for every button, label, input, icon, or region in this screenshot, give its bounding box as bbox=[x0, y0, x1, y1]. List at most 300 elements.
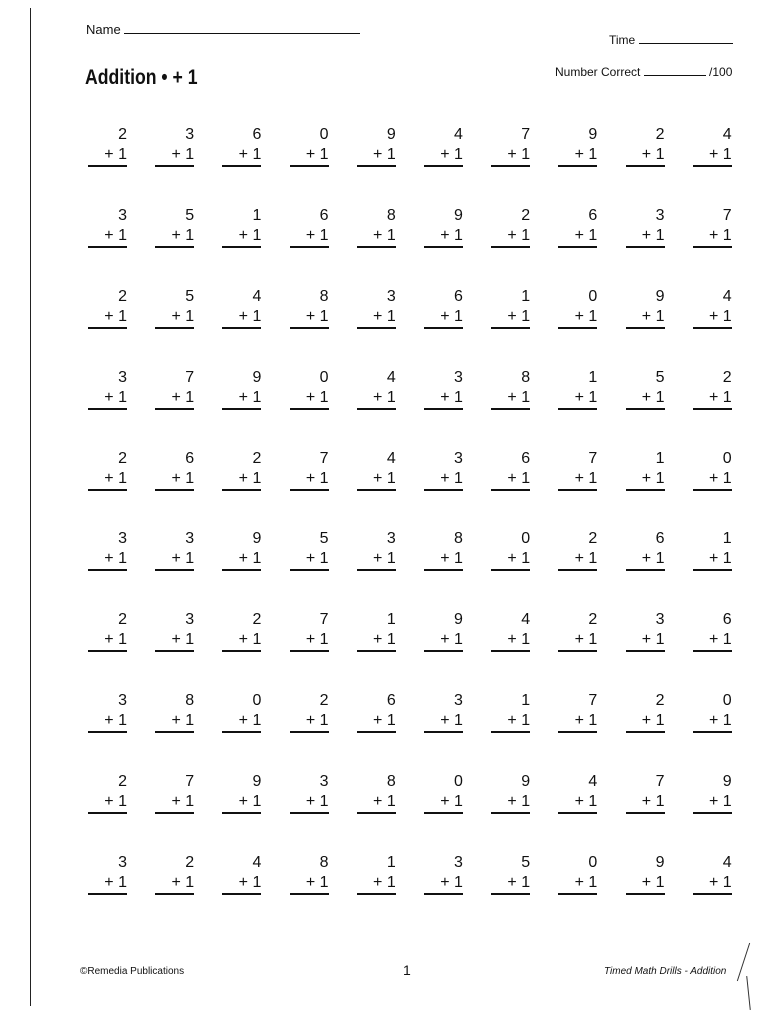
problem-operator-line bbox=[88, 873, 127, 895]
problem-addend: 1 bbox=[722, 146, 732, 163]
plus-sign: + bbox=[440, 388, 450, 406]
plus-sign: + bbox=[238, 712, 249, 730]
problem-operator-line bbox=[693, 549, 732, 571]
problem-addend: 1 bbox=[454, 146, 463, 163]
addition-problem bbox=[357, 528, 396, 609]
problem-addend: 1 bbox=[521, 550, 531, 568]
addition-problem bbox=[693, 690, 732, 771]
problem-addend: 1 bbox=[588, 469, 598, 487]
problem-number: 0 bbox=[588, 854, 598, 872]
name-blank[interactable] bbox=[124, 21, 360, 34]
plus-sign: + bbox=[440, 631, 450, 649]
problem-addend: 1 bbox=[118, 550, 127, 568]
problem-addend: 1 bbox=[118, 469, 127, 487]
problem-number: 8 bbox=[319, 854, 329, 872]
addition-problem bbox=[424, 124, 463, 205]
problem-addend: 1 bbox=[319, 469, 329, 487]
problem-number: 2 bbox=[185, 854, 195, 872]
addition-problem bbox=[558, 205, 597, 286]
problem-operator-line bbox=[693, 792, 732, 814]
plus-sign: + bbox=[104, 874, 114, 892]
plus-sign: + bbox=[440, 146, 450, 163]
problem-number: 9 bbox=[454, 611, 463, 629]
problem-operator-line bbox=[491, 792, 530, 814]
addition-problem bbox=[424, 528, 463, 609]
problem-number: 7 bbox=[655, 773, 665, 791]
problem-number: 2 bbox=[252, 611, 262, 629]
problem-operator-line bbox=[357, 388, 396, 410]
problem-number: 4 bbox=[454, 126, 463, 143]
problem-operator-line bbox=[693, 711, 732, 733]
problem-addend: 1 bbox=[521, 712, 531, 730]
problem-addend: 1 bbox=[521, 469, 531, 487]
addition-problem bbox=[290, 367, 329, 448]
problem-addend: 1 bbox=[588, 146, 598, 163]
problem-operator-line bbox=[558, 226, 597, 248]
problem-addend: 1 bbox=[386, 146, 396, 163]
problem-addend: 1 bbox=[521, 793, 531, 811]
problem-number: 2 bbox=[588, 530, 598, 548]
problem-number: 3 bbox=[454, 449, 463, 467]
problem-number: 6 bbox=[521, 449, 531, 467]
plus-sign: + bbox=[641, 146, 652, 163]
problem-operator-line bbox=[491, 307, 530, 329]
problem-addend: 1 bbox=[655, 307, 665, 325]
problem-number: 2 bbox=[655, 692, 665, 710]
addition-problem bbox=[88, 286, 127, 367]
problem-operator-line bbox=[626, 873, 665, 895]
problem-number: 3 bbox=[386, 287, 396, 305]
addition-problem bbox=[222, 609, 261, 690]
problem-number: 5 bbox=[185, 206, 195, 224]
problem-number: 7 bbox=[319, 449, 329, 467]
problem-addend: 1 bbox=[386, 226, 396, 244]
addition-problem bbox=[491, 771, 530, 852]
plus-sign: + bbox=[104, 793, 114, 811]
problem-number: 4 bbox=[722, 126, 732, 143]
problem-addend: 1 bbox=[185, 712, 195, 730]
plus-sign: + bbox=[305, 146, 316, 163]
problem-addend: 1 bbox=[454, 550, 463, 568]
problem-addend: 1 bbox=[722, 874, 732, 892]
problem-number: 6 bbox=[252, 126, 262, 143]
problem-number: 3 bbox=[118, 692, 127, 710]
problem-addend: 1 bbox=[588, 631, 598, 649]
problem-addend: 1 bbox=[655, 874, 665, 892]
problem-number: 4 bbox=[722, 854, 732, 872]
plus-sign: + bbox=[708, 631, 719, 649]
problem-number: 7 bbox=[319, 611, 329, 629]
plus-sign: + bbox=[641, 469, 652, 487]
plus-sign: + bbox=[171, 631, 181, 649]
addition-problem bbox=[290, 286, 329, 367]
problem-addend: 1 bbox=[454, 226, 463, 244]
problem-addend: 1 bbox=[655, 712, 665, 730]
problem-addend: 1 bbox=[185, 388, 195, 406]
problem-number: 9 bbox=[655, 287, 665, 305]
problem-addend: 1 bbox=[722, 226, 732, 244]
problem-operator-line bbox=[558, 469, 597, 491]
addition-problem bbox=[558, 528, 597, 609]
problem-addend: 1 bbox=[454, 307, 463, 325]
problem-number: 4 bbox=[252, 854, 262, 872]
addition-problem bbox=[693, 367, 732, 448]
problem-addend: 1 bbox=[118, 793, 127, 811]
problem-operator-line bbox=[357, 469, 396, 491]
problem-addend: 1 bbox=[454, 469, 463, 487]
plus-sign: + bbox=[305, 874, 316, 892]
problem-operator-line bbox=[558, 388, 597, 410]
problem-operator-line bbox=[491, 469, 530, 491]
problem-operator-line bbox=[88, 145, 127, 167]
problem-operator-line bbox=[155, 873, 194, 895]
plus-sign: + bbox=[171, 550, 181, 568]
problem-operator-line bbox=[424, 469, 463, 491]
problem-number: 3 bbox=[454, 854, 463, 872]
problem-operator-line bbox=[155, 388, 194, 410]
plus-sign: + bbox=[641, 874, 652, 892]
addition-problem bbox=[222, 448, 261, 529]
addition-problem bbox=[290, 852, 329, 933]
addition-problem bbox=[693, 286, 732, 367]
problem-addend: 1 bbox=[588, 712, 598, 730]
problem-operator-line bbox=[290, 469, 329, 491]
plus-sign: + bbox=[171, 874, 181, 892]
addition-problem bbox=[693, 609, 732, 690]
problem-addend: 1 bbox=[588, 874, 598, 892]
addition-problem bbox=[491, 690, 530, 771]
problem-addend: 1 bbox=[185, 550, 195, 568]
plus-sign: + bbox=[440, 793, 450, 811]
addition-problem bbox=[626, 852, 665, 933]
problem-addend: 1 bbox=[722, 550, 732, 568]
problem-operator-line bbox=[357, 711, 396, 733]
plus-sign: + bbox=[373, 793, 383, 811]
plus-sign: + bbox=[373, 146, 383, 163]
problem-addend: 1 bbox=[655, 631, 665, 649]
plus-sign: + bbox=[574, 874, 584, 892]
problem-operator-line bbox=[693, 226, 732, 248]
left-margin-line bbox=[30, 8, 31, 1006]
problem-number: 7 bbox=[588, 449, 598, 467]
problem-addend: 1 bbox=[386, 469, 396, 487]
problem-number: 7 bbox=[722, 206, 732, 224]
plus-sign: + bbox=[238, 550, 249, 568]
plus-sign: + bbox=[171, 146, 181, 163]
problem-addend: 1 bbox=[655, 793, 665, 811]
problem-number: 4 bbox=[521, 611, 531, 629]
addition-problem bbox=[626, 205, 665, 286]
problem-number: 7 bbox=[521, 126, 531, 143]
addition-problem bbox=[155, 771, 194, 852]
addition-problem bbox=[424, 205, 463, 286]
plus-sign: + bbox=[440, 550, 450, 568]
problem-operator-line bbox=[290, 711, 329, 733]
problem-addend: 1 bbox=[118, 307, 127, 325]
problem-operator-line bbox=[558, 549, 597, 571]
time-label: Time bbox=[609, 33, 636, 47]
addition-problem bbox=[290, 690, 329, 771]
problem-operator-line bbox=[290, 226, 329, 248]
plus-sign: + bbox=[373, 388, 383, 406]
plus-sign: + bbox=[238, 631, 249, 649]
problem-number: 4 bbox=[722, 287, 732, 305]
plus-sign: + bbox=[574, 146, 584, 163]
problem-operator-line bbox=[424, 226, 463, 248]
problem-addend: 1 bbox=[722, 307, 732, 325]
plus-sign: + bbox=[708, 469, 719, 487]
problem-addend: 1 bbox=[386, 712, 396, 730]
problem-operator-line bbox=[357, 630, 396, 652]
problem-addend: 1 bbox=[185, 307, 195, 325]
problem-addend: 1 bbox=[588, 388, 598, 406]
problem-operator-line bbox=[88, 388, 127, 410]
problem-number: 2 bbox=[118, 287, 127, 305]
addition-problem bbox=[424, 448, 463, 529]
time-field bbox=[609, 32, 733, 47]
problem-operator-line bbox=[222, 630, 261, 652]
plus-sign: + bbox=[507, 388, 517, 406]
problem-operator-line bbox=[88, 549, 127, 571]
addition-problem bbox=[693, 205, 732, 286]
plus-sign: + bbox=[641, 226, 652, 244]
problem-operator-line bbox=[491, 145, 530, 167]
addition-problem bbox=[88, 771, 127, 852]
problem-number: 1 bbox=[588, 368, 598, 386]
problem-number: 0 bbox=[252, 692, 262, 710]
problem-number: 6 bbox=[722, 611, 732, 629]
addition-problem bbox=[222, 205, 261, 286]
problem-number: 8 bbox=[185, 692, 195, 710]
problem-operator-line bbox=[424, 145, 463, 167]
problem-addend: 1 bbox=[185, 226, 195, 244]
problem-addend: 1 bbox=[252, 307, 262, 325]
problem-number: 3 bbox=[118, 854, 127, 872]
problem-operator-line bbox=[222, 388, 261, 410]
plus-sign: + bbox=[708, 712, 719, 730]
problem-operator-line bbox=[424, 307, 463, 329]
problem-operator-line bbox=[88, 469, 127, 491]
addition-problem bbox=[88, 448, 127, 529]
problem-operator-line bbox=[626, 145, 665, 167]
problem-number: 9 bbox=[588, 126, 598, 143]
problem-operator-line bbox=[491, 226, 530, 248]
time-blank[interactable] bbox=[639, 32, 733, 44]
problem-addend: 1 bbox=[319, 226, 329, 244]
problem-addend: 1 bbox=[118, 712, 127, 730]
problem-number: 9 bbox=[454, 206, 463, 224]
addition-problem bbox=[558, 690, 597, 771]
problem-addend: 1 bbox=[521, 631, 531, 649]
plus-sign: + bbox=[440, 307, 450, 325]
plus-sign: + bbox=[104, 307, 114, 325]
plus-sign: + bbox=[440, 712, 450, 730]
problem-number: 1 bbox=[252, 206, 262, 224]
addition-problem bbox=[491, 609, 530, 690]
problem-number: 3 bbox=[118, 206, 127, 224]
problem-number: 8 bbox=[454, 530, 463, 548]
problem-addend: 1 bbox=[655, 226, 665, 244]
score-total: /100 bbox=[709, 65, 733, 79]
problem-number: 6 bbox=[386, 692, 396, 710]
addition-problem bbox=[222, 852, 261, 933]
problem-operator-line bbox=[558, 630, 597, 652]
problem-addend: 1 bbox=[655, 388, 665, 406]
plus-sign: + bbox=[305, 793, 316, 811]
problem-number: 8 bbox=[521, 368, 531, 386]
addition-problem bbox=[88, 852, 127, 933]
problem-number: 5 bbox=[185, 287, 195, 305]
plus-sign: + bbox=[574, 550, 584, 568]
problem-number: 0 bbox=[722, 692, 732, 710]
plus-sign: + bbox=[305, 469, 316, 487]
problem-operator-line bbox=[357, 145, 396, 167]
addition-problem bbox=[491, 448, 530, 529]
problem-operator-line bbox=[155, 469, 194, 491]
addition-problem bbox=[558, 286, 597, 367]
addition-problem bbox=[357, 771, 396, 852]
problem-number: 3 bbox=[118, 368, 127, 386]
addition-problem bbox=[491, 367, 530, 448]
problem-addend: 1 bbox=[454, 874, 463, 892]
addition-problem bbox=[558, 609, 597, 690]
plus-sign: + bbox=[238, 226, 249, 244]
plus-sign: + bbox=[574, 631, 584, 649]
problem-addend: 1 bbox=[252, 469, 262, 487]
problem-number: 9 bbox=[386, 126, 396, 143]
problem-number: 6 bbox=[655, 530, 665, 548]
problem-addend: 1 bbox=[118, 146, 127, 163]
problem-operator-line bbox=[558, 307, 597, 329]
problem-number: 4 bbox=[386, 368, 396, 386]
problem-operator-line bbox=[491, 873, 530, 895]
problem-operator-line bbox=[88, 711, 127, 733]
problem-addend: 1 bbox=[521, 226, 531, 244]
problem-operator-line bbox=[222, 145, 261, 167]
problem-number: 2 bbox=[521, 206, 531, 224]
addition-problem bbox=[357, 286, 396, 367]
problem-addend: 1 bbox=[252, 631, 262, 649]
problem-operator-line bbox=[424, 873, 463, 895]
problem-number: 3 bbox=[386, 530, 396, 548]
problem-addend: 1 bbox=[386, 388, 396, 406]
problem-operator-line bbox=[155, 549, 194, 571]
plus-sign: + bbox=[708, 793, 719, 811]
problem-number: 2 bbox=[252, 449, 262, 467]
problem-addend: 1 bbox=[252, 874, 262, 892]
score-blank[interactable] bbox=[644, 64, 706, 76]
addition-problem bbox=[626, 690, 665, 771]
problem-number: 3 bbox=[185, 611, 195, 629]
problem-addend: 1 bbox=[655, 469, 665, 487]
plus-sign: + bbox=[641, 388, 652, 406]
problem-operator-line bbox=[626, 630, 665, 652]
plus-sign: + bbox=[708, 146, 719, 163]
addition-problem bbox=[357, 448, 396, 529]
worksheet-title: Addition • + 1 bbox=[85, 66, 198, 89]
problem-addend: 1 bbox=[185, 469, 195, 487]
problem-operator-line bbox=[155, 307, 194, 329]
problem-number: 4 bbox=[588, 773, 598, 791]
plus-sign: + bbox=[708, 388, 719, 406]
problem-addend: 1 bbox=[386, 793, 396, 811]
problem-number: 3 bbox=[454, 692, 463, 710]
plus-sign: + bbox=[171, 388, 181, 406]
problem-addend: 1 bbox=[252, 550, 262, 568]
addition-problem bbox=[155, 367, 194, 448]
problem-operator-line bbox=[222, 792, 261, 814]
addition-problem bbox=[693, 448, 732, 529]
problem-number: 0 bbox=[521, 530, 531, 548]
plus-sign: + bbox=[373, 550, 383, 568]
addition-problem bbox=[693, 528, 732, 609]
plus-sign: + bbox=[507, 793, 517, 811]
plus-sign: + bbox=[373, 226, 383, 244]
addition-problem bbox=[626, 124, 665, 205]
problem-number: 2 bbox=[118, 611, 127, 629]
plus-sign: + bbox=[373, 631, 383, 649]
problem-addend: 1 bbox=[722, 631, 732, 649]
plus-sign: + bbox=[507, 226, 517, 244]
problem-addend: 1 bbox=[722, 469, 732, 487]
addition-problem bbox=[357, 852, 396, 933]
addition-problem bbox=[222, 124, 261, 205]
plus-sign: + bbox=[238, 874, 249, 892]
problem-addend: 1 bbox=[185, 146, 195, 163]
addition-problem bbox=[558, 771, 597, 852]
plus-sign: + bbox=[104, 712, 114, 730]
problem-addend: 1 bbox=[588, 550, 598, 568]
plus-sign: + bbox=[305, 226, 316, 244]
problem-addend: 1 bbox=[521, 146, 531, 163]
problem-operator-line bbox=[290, 388, 329, 410]
problem-addend: 1 bbox=[252, 712, 262, 730]
problem-operator-line bbox=[693, 873, 732, 895]
problem-addend: 1 bbox=[319, 793, 329, 811]
problem-number: 1 bbox=[722, 530, 732, 548]
problem-operator-line bbox=[357, 549, 396, 571]
problem-number: 9 bbox=[252, 530, 262, 548]
plus-sign: + bbox=[238, 146, 249, 163]
problem-addend: 1 bbox=[319, 146, 329, 163]
problem-operator-line bbox=[222, 873, 261, 895]
problem-number: 7 bbox=[185, 773, 195, 791]
problem-number: 7 bbox=[588, 692, 598, 710]
plus-sign: + bbox=[507, 712, 517, 730]
problem-addend: 1 bbox=[386, 874, 396, 892]
plus-sign: + bbox=[373, 712, 383, 730]
problem-number: 4 bbox=[386, 449, 396, 467]
problem-number: 1 bbox=[655, 449, 665, 467]
footer-copyright: ©Remedia Publications bbox=[80, 966, 185, 977]
problem-operator-line bbox=[222, 549, 261, 571]
plus-sign: + bbox=[171, 469, 181, 487]
problem-number: 2 bbox=[118, 126, 127, 143]
problem-grid bbox=[88, 124, 760, 933]
problem-number: 0 bbox=[319, 126, 329, 143]
problem-number: 3 bbox=[185, 530, 195, 548]
name-label: Name bbox=[86, 22, 121, 37]
addition-problem bbox=[357, 690, 396, 771]
problem-number: 7 bbox=[185, 368, 195, 386]
plus-sign: + bbox=[238, 388, 249, 406]
problem-operator-line bbox=[626, 549, 665, 571]
problem-addend: 1 bbox=[319, 388, 329, 406]
problem-operator-line bbox=[155, 226, 194, 248]
problem-number: 6 bbox=[454, 287, 463, 305]
plus-sign: + bbox=[238, 307, 249, 325]
problem-addend: 1 bbox=[386, 307, 396, 325]
